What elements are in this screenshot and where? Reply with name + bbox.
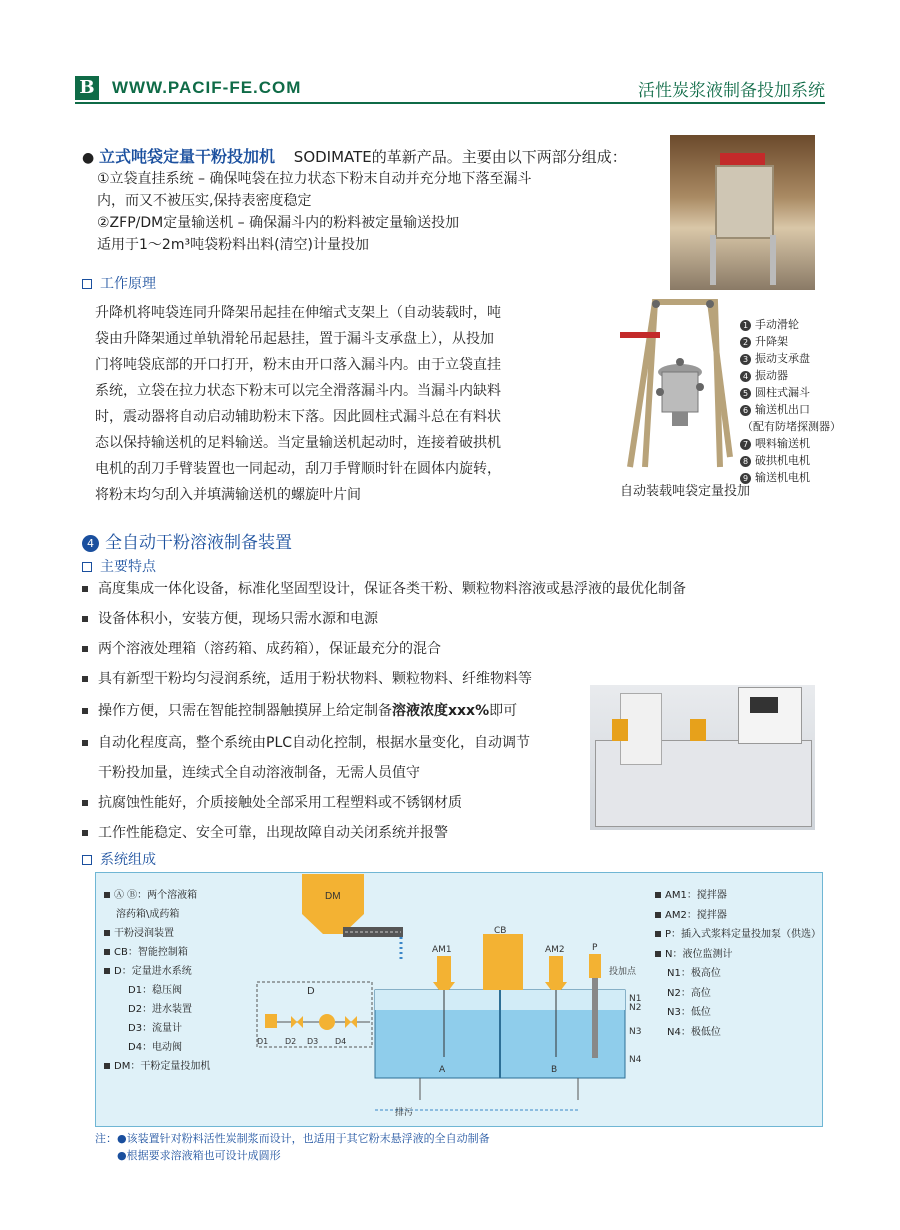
number-badge-icon: 5 [740,388,751,399]
component-item [655,945,821,965]
dosing-point-label: 投加点 [609,967,637,977]
agitator-motor [612,719,628,741]
note-line [95,1147,490,1164]
component-item [104,943,210,962]
pump-p [589,954,601,978]
work-line: 升降机将吨袋连同升降架吊起挂在伸缩式支架上（自动装载时，吨 [95,305,501,321]
section1-description [97,168,657,256]
legend-label: 升降架 [755,335,788,348]
square-bullet-icon [104,949,110,955]
square-bullet-icon [104,1063,110,1069]
feature-text: 设备体积小，安装方便，现场只需水源和电源 [98,611,378,627]
section1-title [82,144,627,167]
flowmeter-d3 [319,1014,335,1030]
component-text: D2：进水装置 [128,1004,193,1015]
number-badge-icon: 8 [740,456,751,467]
header-divider [75,102,825,104]
legend-label: 输送机电机 [755,471,810,484]
frame-leg [770,235,776,285]
work-principle-text [95,300,585,508]
component-text: D4：电动阀 [128,1042,183,1053]
legend-label: 输送机出口 [755,403,810,416]
legend-item [740,418,841,435]
n1-label: N1 [629,994,642,1004]
work-line: 将粉末均匀刮入并填满输送机的螺旋叶片间 [95,487,361,503]
solution-preparation-unit-photo [590,685,815,830]
outlet [672,412,688,426]
marker-4 [696,383,704,391]
n2-label: N2 [629,1003,642,1013]
agitator-am2 [549,956,563,982]
product-name: 立式吨袋定量干粉投加机 [99,147,276,166]
desc-line: 内，而又不被压实,保持表密度稳定 [97,193,312,209]
number-badge-icon: 3 [740,354,751,365]
component-item [655,964,821,984]
marker-2 [706,300,714,308]
component-text: 溶药箱\成药箱 [116,909,180,920]
number-badge-icon: 9 [740,473,751,484]
p-label: P [592,943,598,953]
valve-d4 [345,1016,357,1028]
component-text: N3：低位 [667,1007,711,1018]
square-bullet-icon [655,892,661,898]
section-number-icon: 4 [82,535,99,552]
hand-pulley [620,332,660,338]
square-bullet-icon [82,279,92,289]
component-item [655,984,821,1004]
feature-text: 两个溶液处理箱（溶药箱、成药箱），保证最充分的混合 [98,641,441,657]
note-line [95,1130,490,1147]
legend-item [740,469,841,486]
control-cabinet [738,687,802,744]
component-item [655,886,821,906]
marker-5 [656,388,664,396]
feature-item [82,638,441,658]
component-text: DM：干粉定量投加机 [114,1061,211,1072]
component-text: D：定量进水系统 [114,966,192,977]
square-bullet-icon [82,740,88,746]
component-text: AM2：搅拌器 [665,909,727,921]
square-bullet-icon [82,676,88,682]
agitator-am2-base [545,982,567,990]
diagram-legend [740,316,841,486]
number-badge-icon: 6 [740,405,751,416]
frame-leg [710,235,716,285]
hopper [715,165,774,239]
tank-a-label: A [439,1065,446,1075]
desc-line: 适用于1～2m³吨袋粉料出料(清空)计量投加 [97,237,369,253]
square-bullet-icon [82,616,88,622]
square-bullet-icon [82,830,88,836]
d2-label: D2 [285,1037,297,1046]
component-item [655,925,821,945]
component-item [655,1003,821,1023]
legend-item [740,401,841,418]
bulk-bag-frame-diagram [610,292,735,472]
pump-shaft [592,978,598,1058]
component-item [104,981,210,1000]
square-bullet-icon [82,586,88,592]
feature-text-tail: 即可 [489,703,518,719]
component-item [104,1038,210,1057]
work-line: 时，震动器将自动启动辅助粉末下落。因此圆柱式漏斗总在有料状 [95,409,501,425]
feature-item-continuation [82,762,420,782]
legend-label: （配有防堵探测器） [742,420,841,433]
component-item [104,924,210,943]
number-badge-icon: 1 [740,320,751,331]
legend-item [740,435,841,452]
feature-item [82,822,448,842]
component-text: N2：高位 [667,987,711,999]
number-badge-icon: 4 [740,371,751,382]
n4-label: N4 [629,1055,642,1065]
control-box [483,934,523,990]
feature-item [82,792,462,812]
marker-1 [652,300,660,308]
touch-screen [750,697,778,713]
note-text: ●该装置针对粉料活性炭制浆而设计，也适用于其它粉末悬浮液的全自动制备 [117,1132,490,1145]
feature-text: 自动化程度高，整个系统由PLC自动化控制，根据水量变化，自动调节 [98,735,531,751]
am1-label: AM1 [432,945,452,955]
note-label: 注： [95,1132,117,1145]
desc-line: ①立袋直挂系统 – 确保吨袋在拉力状态下粉末自动并充分地下落至漏斗 [97,171,532,187]
component-item [655,1023,821,1043]
component-text: P：插入式浆料定量投加泵（供选） [665,929,822,940]
bulk-bag-unloader-photo [670,135,815,290]
d1-label: D1 [257,1037,269,1046]
component-text: N4：极低位 [667,1026,721,1038]
feature-item [82,668,532,688]
website-url[interactable]: WWW.PACIF-FE.COM [112,78,302,97]
legend-item [740,350,841,367]
cb-label: CB [494,926,507,936]
number-badge-icon: 7 [740,439,751,450]
am2-label: AM2 [545,945,565,955]
note-text: ●根据要求溶液箱也可设计成圆形 [117,1149,281,1162]
feature-item [82,732,530,752]
right-component-list [655,886,821,1042]
work-line: 电机的刮刀手臂装置也一同起动，刮刀手臂顺时针在圆体内旋转， [95,461,501,477]
feature-item [82,578,686,598]
work-line: 袋由升降架通过单轨滑轮吊起悬挂，置于漏斗支承盘上），从投加 [95,331,494,347]
features-heading [82,556,156,576]
square-bullet-icon [82,646,88,652]
component-text: Ⓐ Ⓑ：两个溶液箱 [114,890,198,901]
legend-label: 手动滑轮 [755,318,799,331]
page-header [0,0,900,110]
drain-label: 排污 [395,1108,414,1118]
heading-text: 系统组成 [100,852,156,868]
component-item [104,905,210,924]
feature-text: 干粉投加量，连续式全自动溶液制备，无需人员值守 [98,765,420,781]
component-item [104,1019,210,1038]
agitator-am1-base [433,982,455,990]
legend-label: 喂料输送机 [755,437,810,450]
component-text: D3：流量计 [128,1023,183,1034]
square-bullet-icon [82,562,92,572]
diagram-caption: 自动装载吨袋定量投加 [620,484,751,499]
logo-icon: B [75,76,99,100]
process-flow-diagram [245,872,655,1125]
dm-label: DM [325,891,341,902]
component-item [104,886,210,905]
square-bullet-icon [104,892,110,898]
work-principle-heading [82,273,156,293]
d-label: D [307,986,315,997]
component-item [655,906,821,926]
heading-text: 工作原理 [100,276,156,292]
square-bullet-icon [655,912,661,918]
feature-text: 工作性能稳定、安全可靠，出现故障自动关闭系统并报警 [98,825,448,841]
heading-text: 主要特点 [100,559,156,575]
square-bullet-icon [104,968,110,974]
feature-text: 具有新型干粉均匀浸润系统，适用于粉状物料、颗粒物料、纤维物料等 [98,671,532,687]
number-badge-icon: 2 [740,337,751,348]
component-item [104,1000,210,1019]
feature-text: 操作方便，只需在智能控制器触摸屏上给定制备 [98,703,392,719]
legend-item [740,367,841,384]
footnotes [95,1130,490,1164]
component-text: AM1：搅拌器 [665,890,727,901]
work-line: 系统，立袋在拉力状态下粉末可以完全滑落漏斗内。当漏斗内缺料 [95,383,501,399]
agitator-motor [690,719,706,741]
component-text: 干粉浸润装置 [114,928,174,939]
cylindrical-hopper [662,372,698,412]
legend-label: 破拱机电机 [755,454,810,467]
legend-item [740,452,841,469]
legend-item [740,384,841,401]
component-text: CB：智能控制箱 [114,947,188,958]
feature-text: 高度集成一体化设备，标准化坚固型设计，保证各类干粉、颗粒物料溶液或悬浮液的最优化制备 [98,581,686,597]
valve-d1 [265,1014,277,1028]
d3-label: D3 [307,1037,319,1046]
component-text: N：液位监测计 [665,948,733,960]
marker-3 [676,358,684,366]
d4-label: D4 [335,1037,347,1046]
feature-item [82,700,517,720]
section4-title [82,528,292,553]
legend-item [740,316,841,333]
lifting-frame [720,153,765,165]
feature-item [82,608,378,628]
component-text: D1：稳压阀 [128,985,183,996]
feature-text: 抗腐蚀性能好，介质接触处全部采用工程塑料或不锈钢材质 [98,795,462,811]
valve-d2 [291,1016,303,1028]
desc-line: ②ZFP/DM定量输送机 – 确保漏斗内的粉料被定量输送投加 [97,215,460,231]
work-line: 态以保持输送机的足料输送。当定量输送机起动时，连接着破拱机 [95,435,501,451]
square-bullet-icon [655,951,661,957]
page-title: 活性炭浆液制备投加系统 [638,81,825,101]
work-line: 门将吨袋底部的开口打开，粉末由开口落入漏斗内。由于立袋直挂 [95,357,501,373]
component-item [104,1057,210,1076]
legend-label: 振动器 [755,369,788,382]
tank-b-label: B [551,1065,558,1075]
legend-item [740,333,841,350]
product-intro: SODIMATE的革新产品。主要由以下两部分组成： [293,148,627,166]
square-bullet-icon [104,930,110,936]
bullet-icon: ● [82,150,95,166]
component-item [104,962,210,981]
component-text: N1：极高位 [667,968,721,979]
section-title-text: 全自动干粉溶液制备装置 [105,533,292,553]
agitator-am1 [437,956,451,982]
legend-label: 振动支承盘 [755,352,810,365]
system-heading [82,849,156,869]
n3-label: N3 [629,1027,642,1037]
square-bullet-icon [82,855,92,865]
legend-label: 圆柱式漏斗 [755,386,810,399]
square-bullet-icon [655,931,661,937]
square-bullet-icon [82,708,88,714]
feature-highlight: 溶液浓度xxx% [392,703,490,719]
square-bullet-icon [82,800,88,806]
left-component-list [104,886,210,1076]
